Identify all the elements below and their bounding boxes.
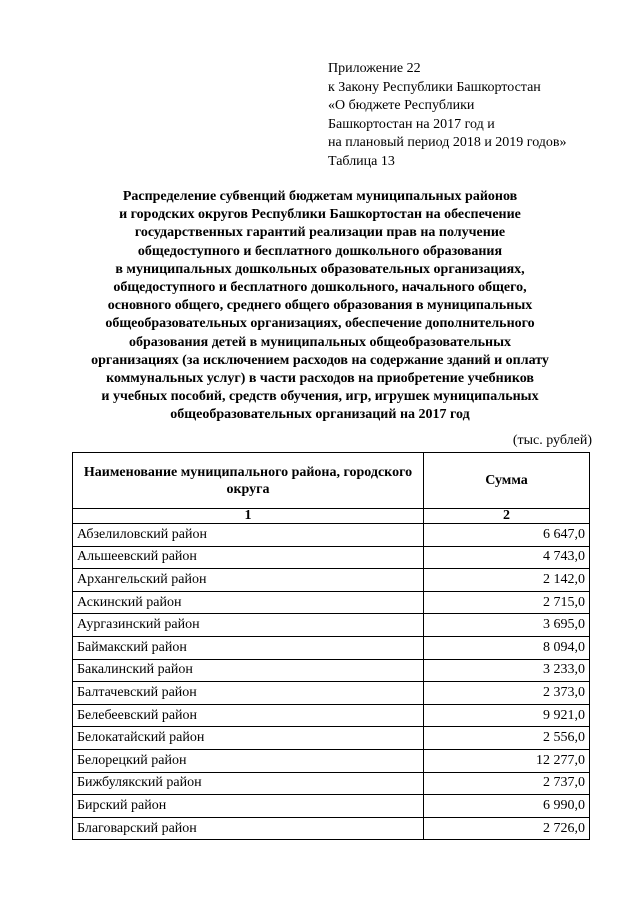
district-name: Бакалинский район — [73, 659, 424, 682]
district-name: Балтачевский район — [73, 682, 424, 705]
district-name: Бижбулякский район — [73, 772, 424, 795]
district-amount: 9 921,0 — [424, 704, 590, 727]
district-name: Аскинский район — [73, 591, 424, 614]
district-amount: 2 373,0 — [424, 682, 590, 705]
title-line: общеобразовательных организациях, обеспечение дополнительного — [105, 316, 535, 332]
district-amount: 6 990,0 — [424, 795, 590, 818]
title-line: основного общего, среднего общего образования в муниципальных — [107, 298, 533, 314]
column-number-row — [73, 509, 590, 524]
header-sum-column: Сумма — [424, 453, 590, 509]
district-name: Аургазинский район — [73, 614, 424, 637]
appendix-line: к Закону Республики Башкортостан — [328, 79, 541, 95]
district-name: Благоварский район — [73, 817, 424, 840]
district-name: Белебеевский район — [73, 704, 424, 727]
district-name: Альшеевский район — [73, 546, 424, 569]
district-amount: 2 715,0 — [424, 591, 590, 614]
district-amount: 8 094,0 — [424, 636, 590, 659]
units-label: (тыс. рублей) — [512, 433, 592, 448]
title-line: Распределение субвенций бюджетам муниципальных районов — [122, 189, 518, 204]
table-row — [73, 636, 590, 659]
subvention-table — [72, 452, 590, 840]
district-name: Архангельский район — [73, 569, 424, 592]
district-name: Баймакский район — [73, 636, 424, 659]
appendix-header — [328, 60, 628, 171]
table-row — [73, 817, 590, 840]
district-amount: 12 277,0 — [424, 749, 590, 772]
district-amount: 3 233,0 — [424, 659, 590, 682]
table-row — [73, 727, 590, 750]
district-name: Белорецкий район — [73, 749, 424, 772]
appendix-line: Таблица 13 — [328, 153, 395, 169]
table-row — [73, 772, 590, 795]
appendix-line: Башкортостан на 2017 год и — [328, 116, 495, 132]
district-name: Белокатайский район — [73, 727, 424, 750]
title-line: государственных гарантий реализации прав на получение — [134, 225, 506, 241]
table-row — [73, 614, 590, 637]
table-row — [73, 659, 590, 682]
district-amount: 2 737,0 — [424, 772, 590, 795]
document-title — [60, 188, 580, 425]
title-line: в муниципальных дошкольных образовательных организациях, — [115, 261, 525, 277]
header-name-column: Наименование муниципального района, городского округа — [73, 453, 424, 509]
table-row — [73, 704, 590, 727]
district-amount: 6 647,0 — [424, 524, 590, 547]
title-line: общедоступного и бесплатного дошкольного, начального общего, — [113, 280, 527, 296]
title-line: организациях (за исключением расходов на содержание зданий и оплату — [91, 352, 549, 368]
title-line: образования детей в муниципальных общеобразовательных — [128, 334, 512, 350]
title-line: общедоступного и бесплатного дошкольного образования — [137, 243, 503, 259]
title-line: общеобразовательных организаций на 2017 год — [170, 407, 470, 423]
table-row — [73, 591, 590, 614]
title-line: коммунальных услуг) в части расходов на приобретение учебников — [106, 371, 534, 387]
table-row — [73, 749, 590, 772]
appendix-line: на плановый период 2018 и 2019 годов» — [328, 135, 567, 150]
district-amount: 2 726,0 — [424, 817, 590, 840]
appendix-line: «О бюджете Республики — [328, 98, 475, 113]
table-row — [73, 682, 590, 705]
table-row — [73, 524, 590, 547]
district-name: Абзелиловский район — [73, 524, 424, 547]
title-line: и учебных пособий, средств обучения, игр, игрушек муниципальных — [101, 389, 539, 405]
district-name: Бирский район — [73, 795, 424, 818]
table-header-row — [73, 453, 590, 509]
column-number: 1 — [73, 509, 424, 524]
district-amount: 4 743,0 — [424, 546, 590, 569]
column-number: 2 — [424, 509, 590, 524]
district-amount: 2 556,0 — [424, 727, 590, 750]
table-row — [73, 546, 590, 569]
table-row — [73, 569, 590, 592]
district-amount: 2 142,0 — [424, 569, 590, 592]
table-row — [73, 795, 590, 818]
appendix-line: Приложение 22 — [328, 61, 421, 76]
title-line: и городских округов Республики Башкортостан на обеспечение — [119, 207, 521, 223]
district-amount: 3 695,0 — [424, 614, 590, 637]
